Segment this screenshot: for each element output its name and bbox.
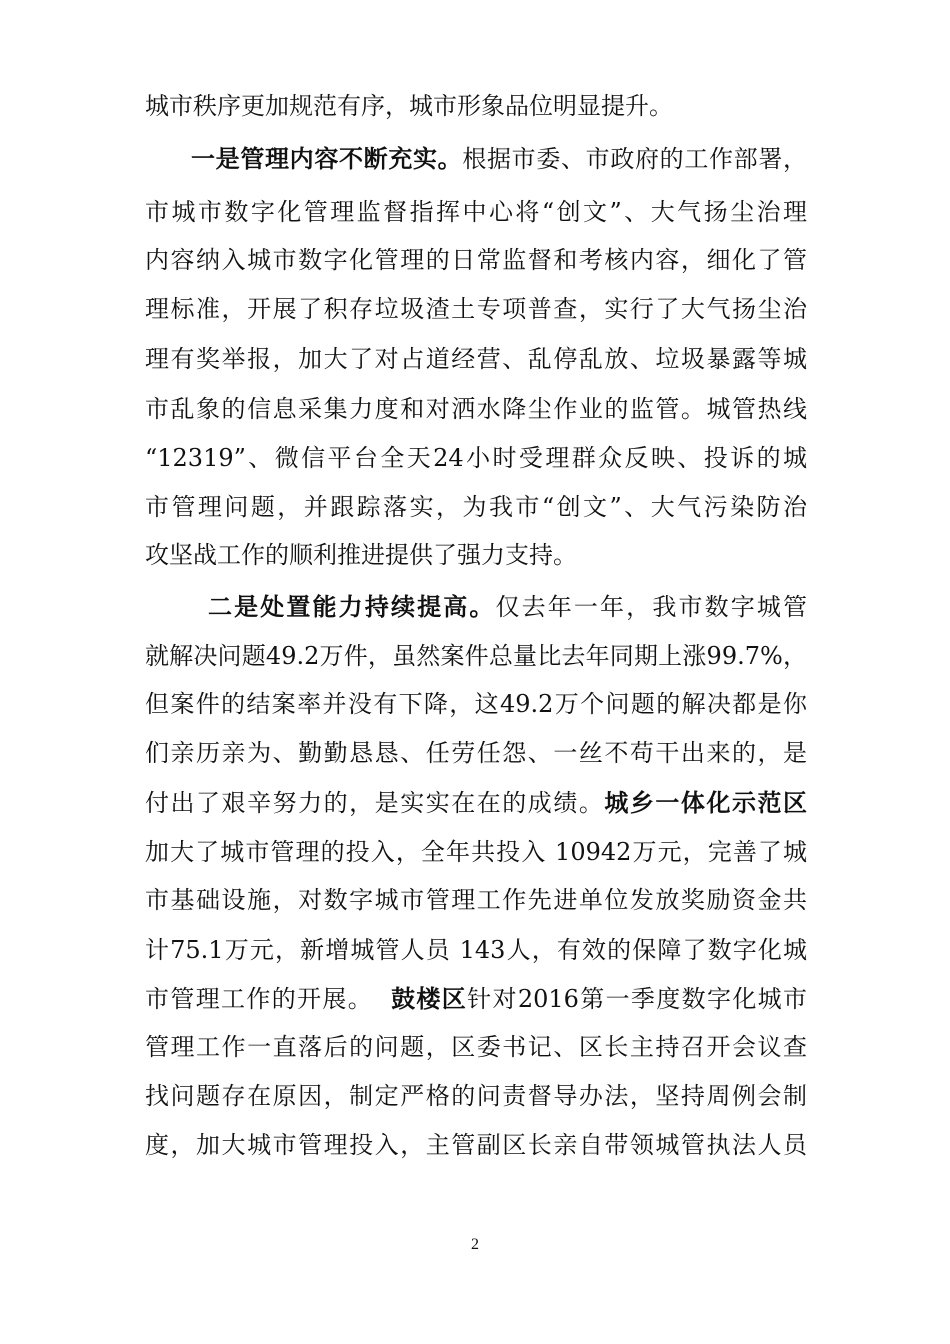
- text-line: 付出了艰辛努力的，是实实在在的成绩。城乡一体化示范区: [145, 788, 807, 817]
- text-line: 市管理工作的开展。 鼓楼区针对2016第一季度数字化城市: [145, 984, 807, 1013]
- text-line: 市管理问题，并跟踪落实，为我市“创文”、大气污染防治: [145, 493, 807, 521]
- highlighted-district: 城乡一体化示范区: [604, 788, 807, 817]
- text-line: 计75.1万元，新增城管人员 143人，有效的保障了数字化城: [145, 936, 807, 964]
- text-line: 但案件的结案率并没有下降，这49.2万个问题的解决都是你: [145, 690, 807, 718]
- text-line: 内容纳入城市数字化管理的日常监督和考核内容，细化了管: [145, 246, 807, 274]
- text-line: 二是处置能力持续提高。仅去年一年，我市数字城管: [208, 592, 807, 621]
- text-line: 市基础设施，对数字城市管理工作先进单位发放奖励资金共: [145, 886, 807, 914]
- text-line: 们亲历亲为、勤勤恳恳、任劳任怨、一丝不苟干出来的，是: [145, 739, 807, 767]
- text-line: 市城市数字化管理监督指挥中心将“创文”、大气扬尘治理: [145, 198, 807, 226]
- text-line: 理有奖举报，加大了对占道经营、乱停乱放、垃圾暴露等城: [145, 345, 807, 373]
- paragraph-heading: 二是处置能力持续提高。: [208, 592, 496, 621]
- text-line: “12319”、微信平台全天24小时受理群众反映、投诉的城: [145, 444, 807, 472]
- page-number: 2: [471, 1236, 479, 1253]
- paragraph-heading: 一是管理内容不断充实。: [191, 144, 463, 173]
- text-line: 攻坚战工作的顺利推进提供了强力支持。: [145, 541, 577, 569]
- text-line: 管理工作一直落后的问题，区委书记、区长主持召开会议查: [145, 1033, 807, 1061]
- text-line: 度，加大城市管理投入，主管副区长亲自带领城管执法人员: [145, 1131, 807, 1159]
- text-line: 找问题存在原因，制定严格的问责督导办法，坚持周例会制: [145, 1082, 807, 1110]
- text-line: 城市秩序更加规范有序，城市形象品位明显提升。: [145, 92, 673, 120]
- text-line: 就解决问题49.2万件，虽然案件总量比去年同期上涨99.7%，: [145, 642, 807, 670]
- text-line: 市乱象的信息采集力度和对洒水降尘作业的监管。城管热线: [145, 395, 807, 423]
- text-line: 一是管理内容不断充实。根据市委、市政府的工作部署，: [191, 144, 807, 173]
- highlighted-district: 鼓楼区: [391, 984, 468, 1013]
- text-line: 加大了城市管理的投入，全年共投入 10942万元，完善了城: [145, 838, 807, 866]
- text-line: 理标准，开展了积存垃圾渣土专项普查，实行了大气扬尘治: [145, 295, 807, 323]
